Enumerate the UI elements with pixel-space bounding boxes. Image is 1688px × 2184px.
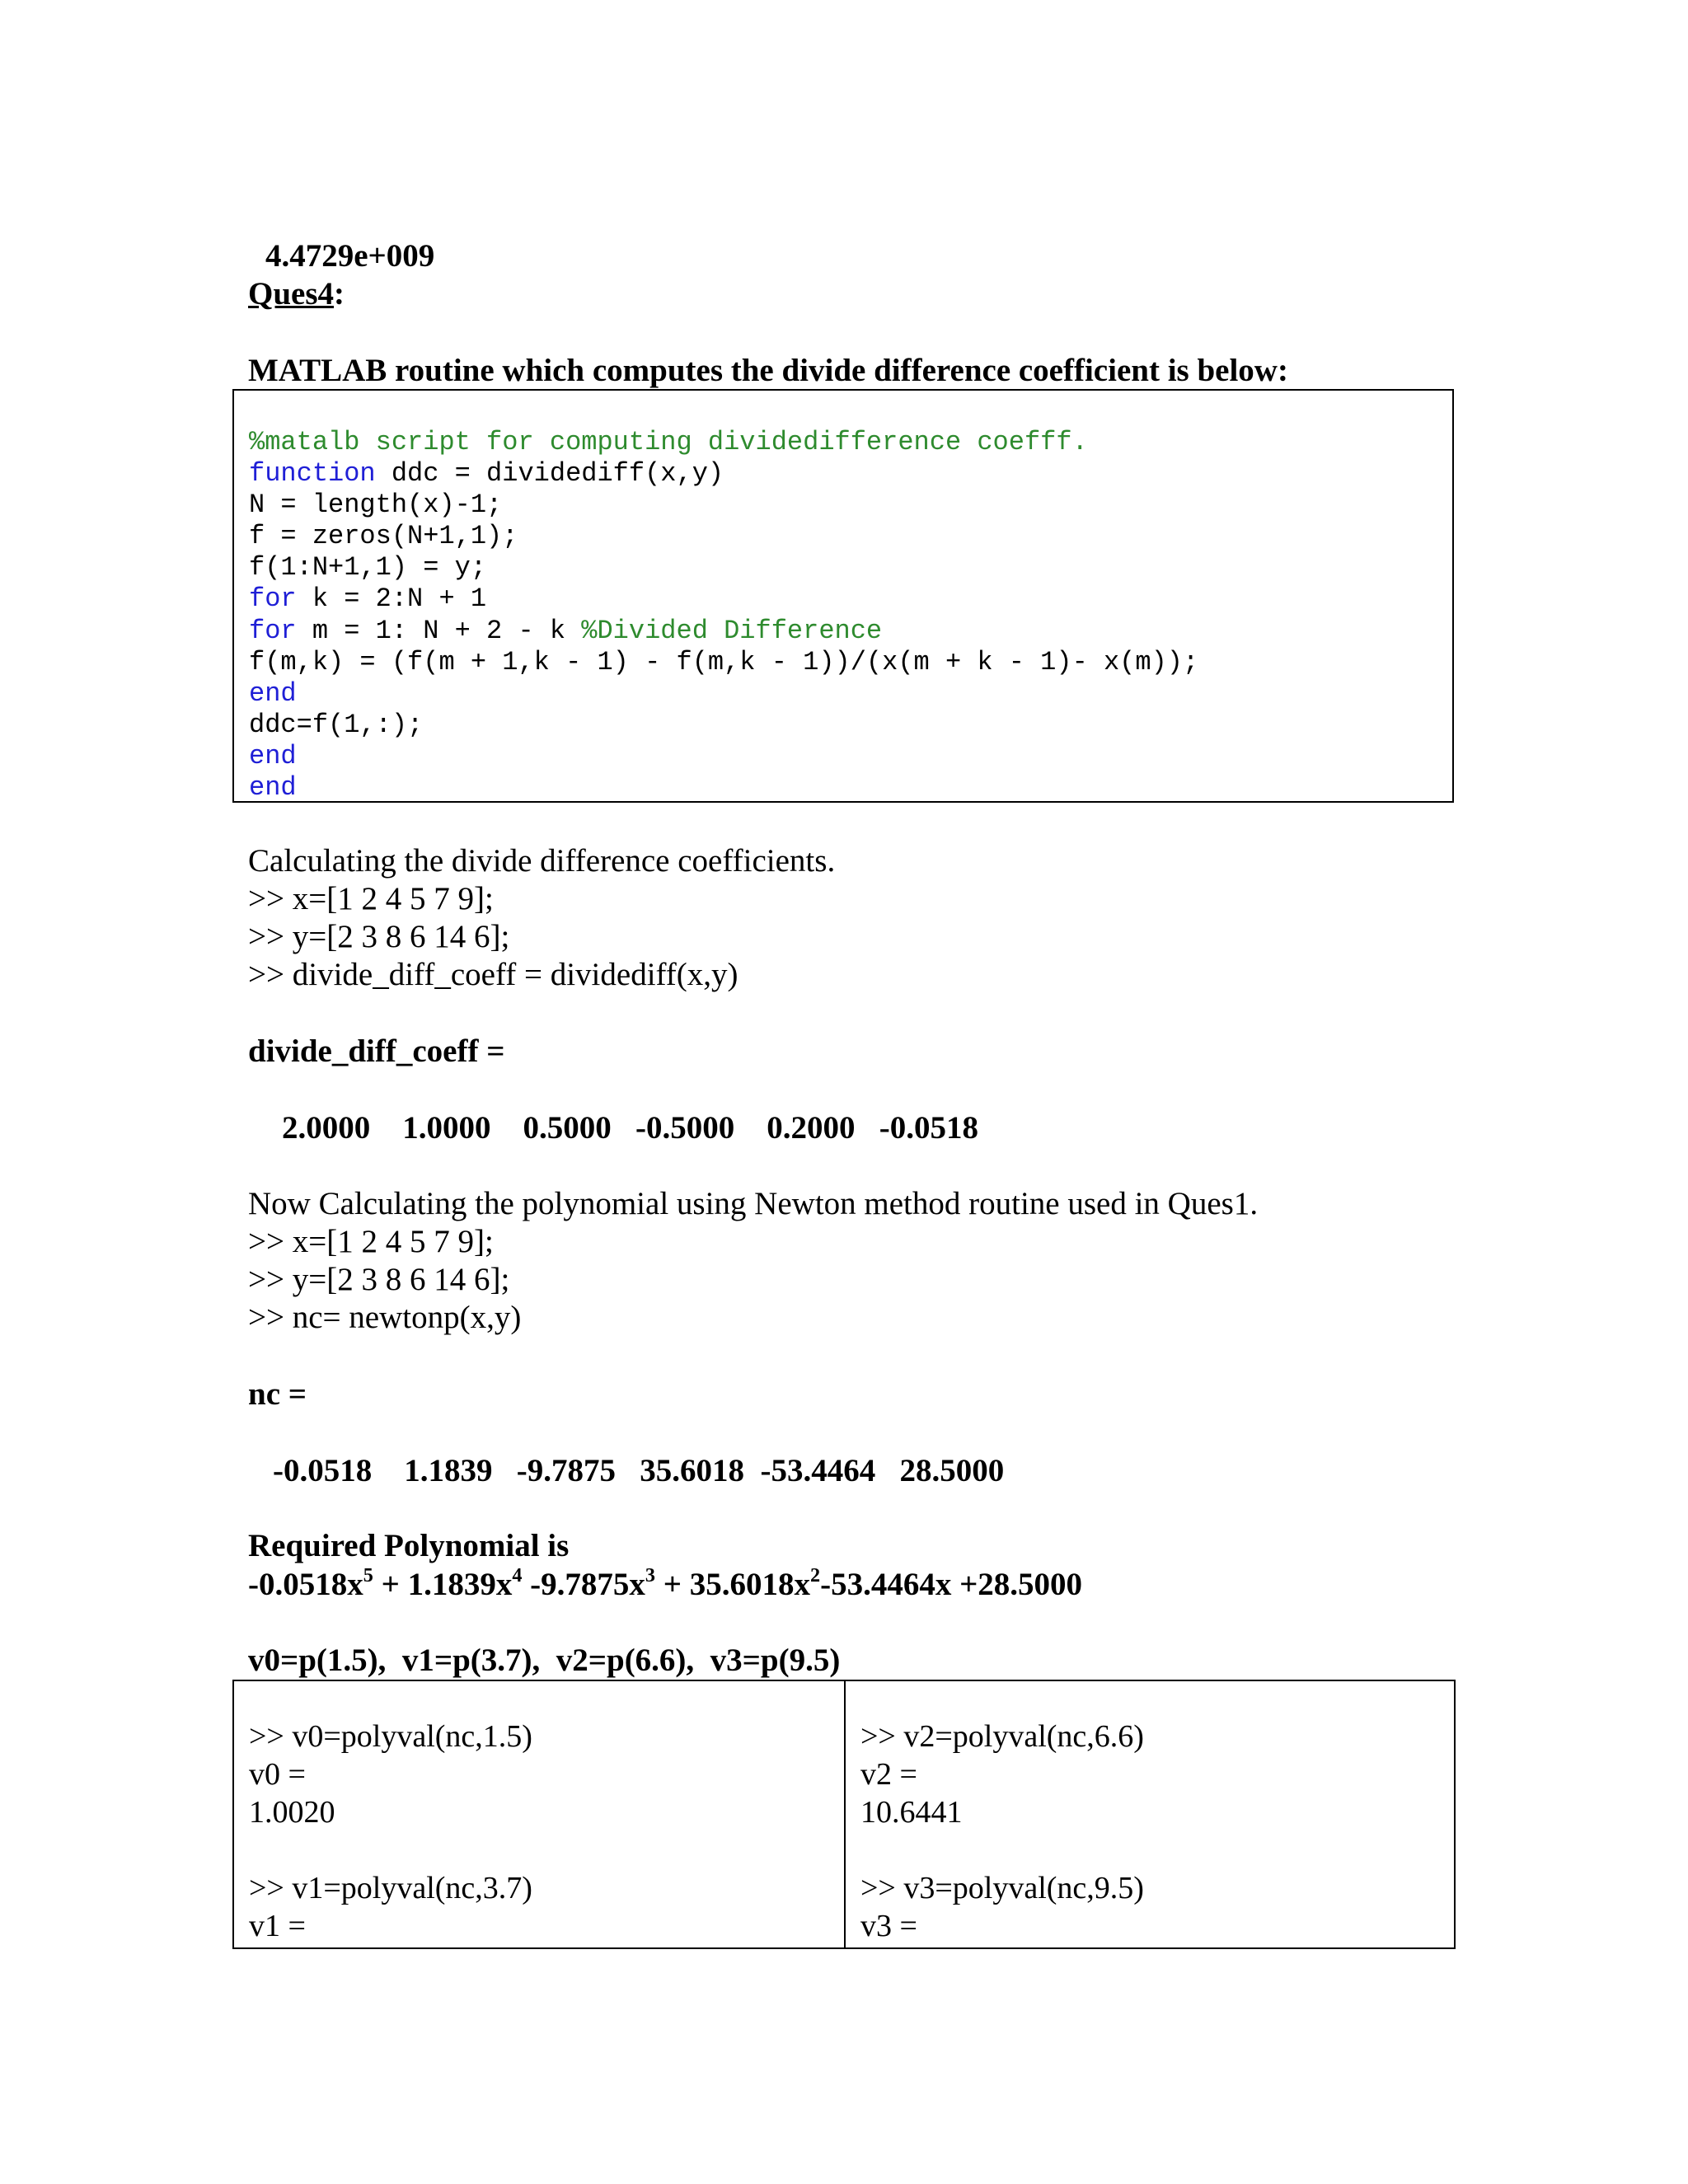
eval-label-v3: v3 = <box>860 1909 917 1943</box>
calc-result-label: divide_diff_coeff = <box>248 1033 505 1069</box>
poly-term-4: + 35.6018x <box>655 1567 810 1602</box>
eval-cmd-v0: >> v0=polyval(nc,1.5) <box>249 1719 532 1754</box>
eval-label-v1: v1 = <box>249 1909 306 1943</box>
poly-exp-3: 3 <box>645 1563 656 1586</box>
eval-cell-left <box>249 1718 532 1945</box>
code-line-calc: f(m,k) = (f(m + 1,k - 1) - f(m,k - 1))/(x(m + k - 1)- x(m)); <box>249 646 1199 677</box>
newton-cmd-call: >> nc= newtonp(x,y) <box>248 1300 522 1335</box>
code-keyword-for: for <box>249 583 297 615</box>
eval-cmd-v2: >> v2=polyval(nc,6.6) <box>860 1719 1144 1754</box>
poly-term-3: -9.7875x <box>522 1567 645 1602</box>
code-box <box>232 389 1454 803</box>
question-label-text: Ques4 <box>248 276 335 312</box>
question-label-colon: : <box>334 276 345 312</box>
routine-heading: MATLAB routine which computes the divide difference coefficient is below: <box>248 353 1288 388</box>
calc-cmd-y: >> y=[2 3 8 6 14 6]; <box>248 919 510 954</box>
poly-exp-1: 5 <box>363 1563 373 1586</box>
code-keyword-end: end <box>249 740 297 771</box>
eval-label-v0: v0 = <box>249 1757 306 1792</box>
code-line-assign: f(1:N+1,1) = y; <box>249 552 487 583</box>
top-value: 4.4729e+009 <box>265 238 435 274</box>
calc-intro: Calculating the divide difference coefficients. <box>248 843 836 879</box>
eval-value-v2: 10.6441 <box>860 1795 963 1830</box>
poly-exp-4: 2 <box>810 1563 821 1586</box>
code-keyword-function: function <box>249 458 376 490</box>
code-line-zeros: f = zeros(N+1,1); <box>249 521 518 552</box>
poly-term-5: -53.4464x +28.5000 <box>820 1567 1083 1602</box>
code-keyword-end: end <box>249 677 297 709</box>
code-inline-comment: %Divided Difference <box>581 615 883 646</box>
eval-heading: v0=p(1.5), v1=p(3.7), v2=p(6.6), v3=p(9.5) <box>248 1643 841 1678</box>
code-for-k: k = 2:N + 1 <box>296 583 487 615</box>
code-keyword-for: for <box>249 615 297 646</box>
code-function-signature: ddc = dividediff(x,y) <box>375 458 724 490</box>
poly-term-2: + 1.1839x <box>373 1567 513 1602</box>
code-comment: %matalb script for computing dividedifference coefff. <box>249 427 1088 457</box>
code-line-N: N = length(x)-1; <box>249 490 503 521</box>
eval-label-v2: v2 = <box>860 1757 917 1792</box>
eval-table <box>232 1680 1456 1949</box>
code-keyword-end: end <box>249 772 297 804</box>
newton-cmd-y: >> y=[2 3 8 6 14 6]; <box>248 1262 510 1297</box>
poly-term-1: -0.0518x <box>248 1567 363 1602</box>
calc-cmd-x: >> x=[1 2 4 5 7 9]; <box>248 881 494 916</box>
newton-result-label: nc = <box>248 1376 307 1412</box>
calc-cmd-call: >> divide_diff_coeff = dividediff(x,y) <box>248 957 738 992</box>
polynomial-expression <box>248 1563 1083 1604</box>
eval-cmd-v1: >> v1=polyval(nc,3.7) <box>249 1871 532 1905</box>
code-for-m: m = 1: N + 2 - k <box>296 615 582 646</box>
newton-result-values: -0.0518 1.1839 -9.7875 35.6018 -53.4464 28.5000 <box>273 1453 1005 1488</box>
calc-result-values: 2.0000 1.0000 0.5000 -0.5000 0.2000 -0.0518 <box>282 1110 978 1146</box>
question-label <box>248 275 345 313</box>
poly-exp-2: 4 <box>512 1563 523 1586</box>
eval-cmd-v3: >> v3=polyval(nc,9.5) <box>860 1871 1144 1905</box>
newton-cmd-x: >> x=[1 2 4 5 7 9]; <box>248 1224 494 1259</box>
eval-table-divider <box>844 1681 846 1947</box>
code-listing <box>249 427 1198 804</box>
code-line-ddc: ddc=f(1,:); <box>249 709 424 740</box>
eval-cell-right <box>860 1718 1144 1945</box>
newton-intro: Now Calculating the polynomial using Newton method routine used in Ques1. <box>248 1186 1259 1221</box>
polynomial-heading: Required Polynomial is <box>248 1528 570 1563</box>
eval-value-v0: 1.0020 <box>249 1795 335 1830</box>
